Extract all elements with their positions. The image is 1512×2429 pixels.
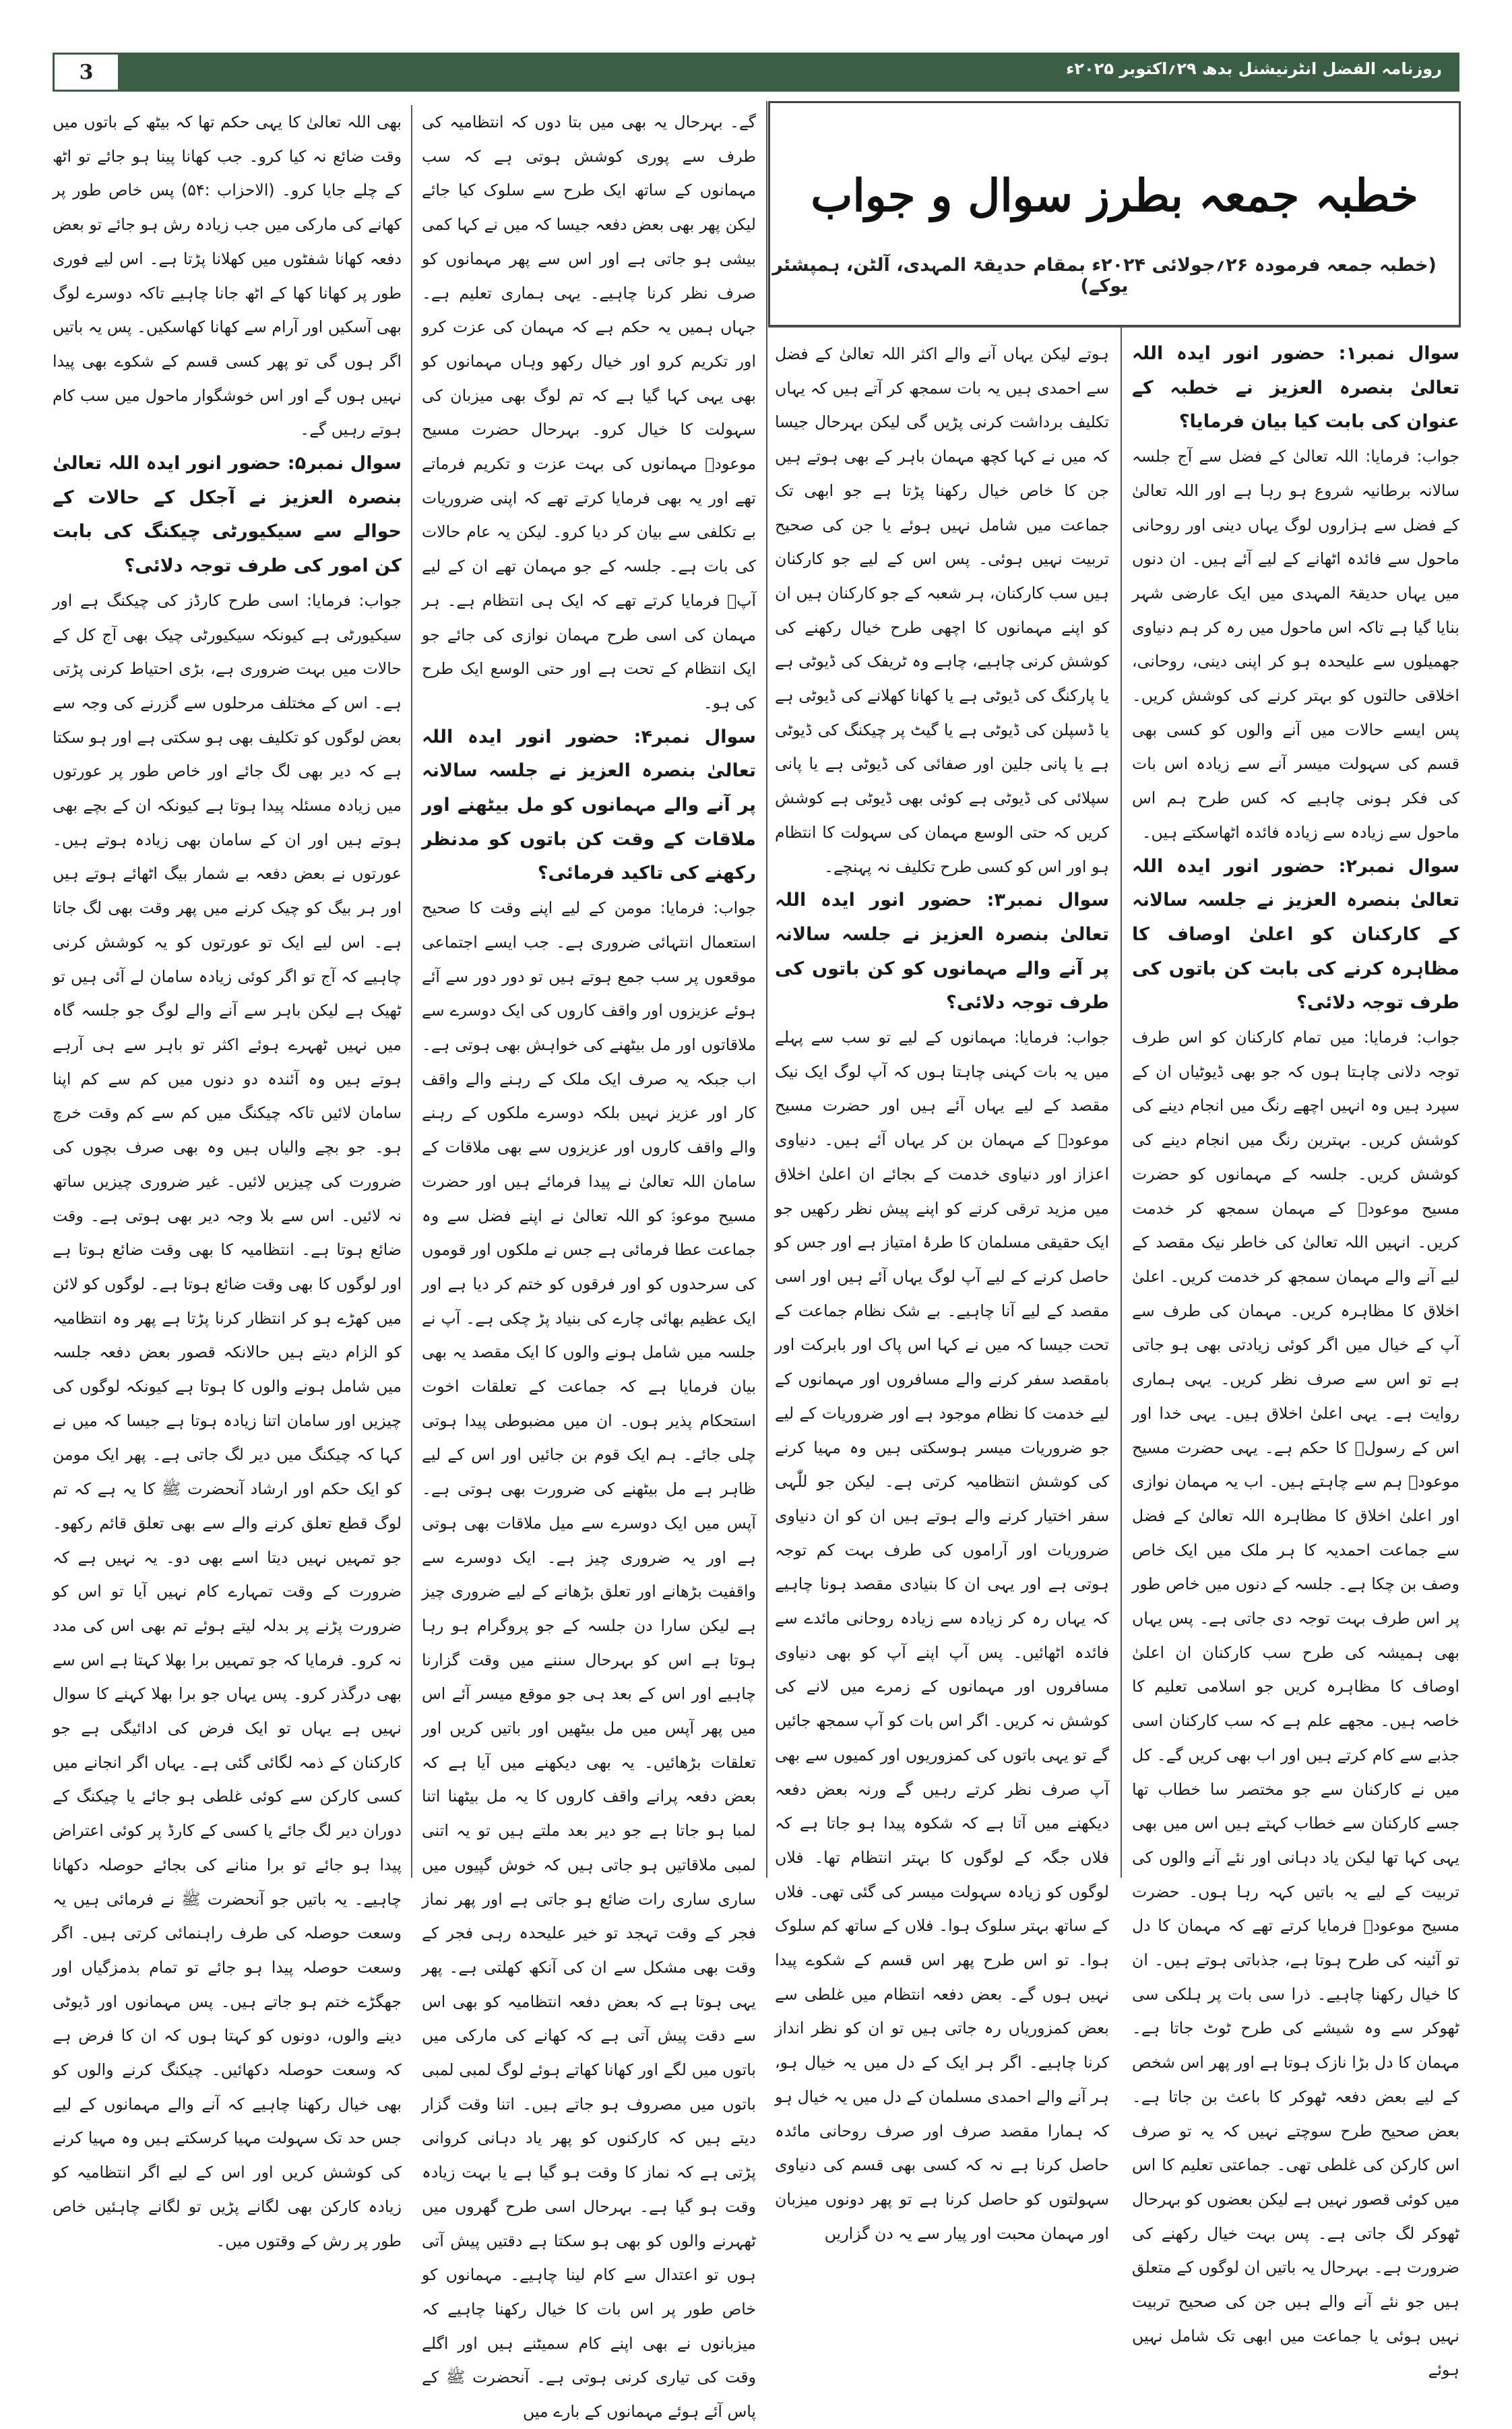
answer-2-continued: ہوتے لیکن یہاں آنے والے اکثر اللہ تعالیٰ کے فضل سے احمدی ہیں یہ بات سمجھ کر آتے ہیں کہ یہاں تکلیف برداشت کرنی پڑیں گی لیکن بہرحال جیسا کہ میں نے کہا کچھ مہمان باہر کے بھی ہوتے ہیں جن کا خاص خیال رکھنا پڑتا ہے جو ابھی تک جماعت میں شامل نہیں ہوئے یا جن کی صحیح تربیت نہیں ہوئی۔ پس اس کے لیے جو کارکنان ہیں سب کارکنان، ہر شعبہ کے جو کارکنان ہیں ان کو اپنے مہمانوں کا اچھی طرح خیال رکھنے کی کوشش کرنی چاہیے، چاہے وہ ٹریفک کی ڈیوٹی ہے یا پارکنگ کی ڈیوٹی ہے یا کھانا کھلانے کی ڈیوٹی ہے یا ڈسپلن کی ڈیوٹی ہے یا گیٹ پر چیکنگ کی ڈیوٹی ہے یا پانی جلین اور صفائی کی ڈیوٹی ہے یا پانی سپلائی کی ڈیوٹی ہے کوئی بھی ڈیوٹی ہے کوشش کریں کہ حتی الوسع مہمان کی سہولت کا انتظام ہو اور اس کو کسی طرح تکلیف نہ پہنچے۔ [775,344,1109,876]
question-5: سوال نمبر۵: حضور انور ایدہ اللہ تعالیٰ بنصرہ العزیز نے آجکل کے حالات کے حوالے سے سیکیورٹی چیکنگ کی بابت کن امور کی طرف توجہ دلائی؟ [53,453,402,577]
answer-3: جواب: فرمایا: مہمانوں کے لیے تو سب سے پہلے میں یہ بات کہنی چاہتا ہوں کہ آپ لوگ ایک نیک مقصد کے لیے یہاں آئے ہیں اور حضرت مسیح موعودؑ کے مہمان بن کر یہاں آئے ہیں۔ دنیاوی اعزاز اور دنیاوی خدمت کے بجائے ان اعلیٰ اخلاق میں مزید ترقی کرنے کو اپنے پیش نظر رکھیں جو ایک حقیقی مسلمان کا طرۂ امتیاز ہے اور جس کو حاصل کرنے کے لیے آپ لوگ یہاں آئے ہیں اور اسی مقصد کے لیے آنا چاہیے۔ بے شک نظام جماعت کے تحت جیسا کہ میں نے کہا اس پاک اور بابرکت اور بامقصد سفر کرنے والے مسافروں اور مہمانوں کے لیے خدمت کا نظام موجود ہے اور ضروریات کے لیے جو ضروریات میسر ہوسکتی ہیں وہ مہیا کرنے کی کوشش انتظامیہ کرتی ہے۔ لیکن جو للّٰہی سفر اختیار کرنے والے ہوتے ہیں ان کو ان دنیاوی ضروریات اور آراموں کی طرف بہت کم توجہ ہوتی ہے اور یہی ان کا بنیادی مقصد ہونا چاہیے کہ یہاں رہ کر زیادہ سے زیادہ روحانی مائدے سے فائدہ اٹھائیں۔ پس آپ اپنے آپ کو بھی دنیاوی مسافروں اور مہمانوں کے زمرے میں لانے کی کوشش نہ کریں۔ اگر اس بات کو آپ سمجھ جائیں گے تو یہی باتوں کی کمزوریوں اور کمیوں سے بھی آپ صرف نظر کرتے رہیں گے ورنہ بعض دفعہ دیکھنے میں آتا ہے کہ شکوہ پیدا ہو جاتا ہے کہ فلاں جگہ کے لوگوں کا بہتر انتظام تھا۔ فلاں لوگوں کو زیادہ سہولت میسر کی گئی تھی۔ فلاں کے ساتھ بہتر سلوک ہوا۔ فلاں کے ساتھ کم سلوک ہوا۔ تو اس طرح پھر اس قسم کے شکوے پیدا نہیں ہوں گے۔ بعض دفعہ انتظام میں غلطی سے بعض کمزوریاں رہ جاتی ہیں تو ان کو نظر انداز کرنا چاہیے۔ اگر ہر ایک کے دل میں یہ خیال ہو، ہر آنے والے احمدی مسلمان کے دل میں یہ خیال ہو کہ ہمارا مقصد صرف اور صرف روحانی مائدہ حاصل کرنا ہے نہ کہ کسی بھی قسم کی دنیاوی سہولتوں کو حاصل کرنا ہے تو پھر دونوں میزبان اور مہمان محبت اور پیار سے یہ دن گزاریں [775,1028,1109,2243]
answer-1: جواب: فرمایا: اللہ تعالیٰ کے فضل سے آج جلسہ سالانہ برطانیہ شروع ہو رہا ہے اور اللہ تعالیٰ کے فضل سے ہزاروں لوگ یہاں دینی اور روحانی ماحول سے فائدہ اٹھانے کے لیے آئے ہیں۔ ان دنوں میں یہاں حدیقۃ المہدی میں ایک عارضی شہر بنایا گیا ہے تاکہ اس ماحول میں رہ کر ہم دنیاوی جھمیلوں سے علیحدہ ہو کر اپنی دینی، روحانی، اخلاقی حالتوں کو بہتر کرنے کی کوشش کریں۔ پس ایسے حالات میں آنے والوں کو کسی بھی قسم کی سہولت میسر آنے سے زیادہ اس بات کی فکر ہونی چاہیے کہ کس طرح ہم اس ماحول سے زیادہ سے زیادہ فائدہ اٹھاسکتے ہیں۔ [1132,447,1459,842]
answer-4-continued: بھی اللہ تعالیٰ کا یہی حکم تھا کہ بیٹھ کے باتوں میں وقت ضائع نہ کیا کرو۔ جب کھانا پینا ہو جائے تو اٹھ کے چلے جایا کرو۔ (الاحزاب :۵۴) پس خاص طور پر کھانے کی مارکی میں جب زیادہ رش ہو جائے تو بعض دفعہ کھانا شفٹوں میں کھلانا پڑتا ہے۔ اس لیے فوری طور پر کھانا کھا کے اٹھ جانا چاہیے تاکہ دوسرے لوگ بھی آسکیں اور آرام سے کھانا کھاسکیں۔ پس یہ باتیں اگر ہوں گی تو پھر کسی قسم کے شکوے بھی پیدا نہیں ہوں گے اور اس خوشگوار ماحول میں سب کام ہوتے رہیں گے۔ [53,113,402,439]
column-3 [422,105,756,2422]
title-box [768,101,1461,327]
article-subtitle: (خطبہ جمعہ فرمودہ ۲۶؍جولائی ۲۰۲۴ء بمقام حدیقۃ المہدی، آلٹن، ہمپشئر یوکے) [772,255,1437,297]
answer-3-continued: گے۔ بہرحال یہ بھی میں بتا دوں کہ انتظامیہ کی طرف سے پوری کوشش ہوتی ہے کہ سب مہمانوں کے ساتھ ایک طرح سے سلوک کیا جائے لیکن پھر بھی بعض دفعہ جیسا کہ میں نے کہا کمی بیشی ہو جاتی ہے اور اس سے پھر مہمانوں کو صرف نظر کرنا چاہیے۔ یہی ہماری تعلیم ہے۔ جہاں ہمیں یہ حکم ہے کہ مہمان کی عزت کرو اور تکریم کرو اور خیال رکھو وہاں مہمانوں کو بھی یہی کہا گیا ہے کہ تم لوگ بھی میزبان کی سہولت کا خیال کرو۔ بہرحال حضرت مسیح موعودؑ مہمانوں کی بہت عزت و تکریم فرماتے تھے اور یہ بھی فرمایا کرتے تھے کہ اپنی ضروریات بے تکلفی سے بیان کر دیا کرو۔ لیکن یہ عام حالات کی بات ہے۔ جلسہ کے جو مہمان تھے ان کے لیے آپؑ فرمایا کرتے تھے کہ ایک ہی انتظام ہے۔ ہر مہمان کی اسی طرح مہمان نوازی کی جائے جو ایک انتظام کے تحت ہے اور حتی الوسع ایک طرح کی ہو۔ [422,113,756,712]
question-1: سوال نمبر۱: حضور انور ایدہ اللہ تعالیٰ بنصرہ العزیز نے خطبہ کے عنوان کی بابت کیا بیان فرمایا؟ [1132,343,1459,433]
page-number: 3 [53,53,120,92]
column-rule [766,101,767,1878]
question-2: سوال نمبر۲: حضور انور ایدہ اللہ تعالیٰ بنصرہ العزیز نے جلسہ سالانہ کے کارکنان کو اعلیٰ اوصاف کا مظاہرہ کرنے کی بابت کن باتوں کی طرف توجہ دلائی؟ [1132,855,1459,1014]
column-1 [1132,337,1459,2380]
column-2 [775,337,1109,2243]
column-rule [1121,326,1122,1878]
answer-2: جواب: فرمایا: میں تمام کارکنان کو اس طرف توجہ دلانی چاہتا ہوں کہ جو بھی ڈیوٹیاں ان کے سپرد ہیں وہ انہیں اچھے رنگ میں انجام دینے کی کوشش کریں۔ بہترین رنگ میں انجام دینے کی کوشش کریں۔ جلسہ کے مہمانوں کو حضرت مسیح موعودؑ کے مہمان سمجھ کر خدمت کریں۔ انہیں اللہ تعالیٰ کی خاطر نیک مقصد کے لیے آنے والے مہمان سمجھ کر خدمت کریں۔ اعلیٰ اخلاق کا مظاہرہ کریں۔ مہمان کی طرف سے آپ کے خیال میں اگر کوئی زیادتی بھی ہو جاتی ہے تو اس سے صرف نظر کریں۔ یہی ہماری روایت ہے۔ یہی اعلیٰ اخلاق ہیں۔ یہی خدا اور اس کے رسولؐ کا حکم ہے۔ یہی حضرت مسیح موعودؑ ہم سے چاہتے ہیں۔ اب یہ مہمان نوازی اور اعلیٰ اخلاق کا مظاہرہ اللہ تعالیٰ کے فضل سے جماعت احمدیہ کا ہر ملک میں ایک خاص وصف بن چکا ہے۔ جلسہ کے دنوں میں خاص طور پر اس طرف بہت توجہ دی جاتی ہے۔ پس یہاں بھی ہمیشہ کی طرح سب کارکنان ان اعلیٰ اوصاف کا مظاہرہ کریں جو اسلامی تعلیم کا خاصہ ہیں۔ مجھے علم ہے کہ سب کارکنان اسی جذبے سے کام کرتے ہیں اور اب بھی کریں گے۔ کل میں نے کارکنان سے جو مختصر سا خطاب تھا جسے کارکنان سے خطاب کہتے ہیں اس میں بھی یہی کہا تھا لیکن یاد دہانی اور نئے آنے والوں کی تربیت کے لیے یہ باتیں کہہ رہا ہوں۔ حضرت مسیح موعودؑ فرمایا کرتے تھے کہ مہمان کا دل تو آئینہ کی طرح ہوتا ہے، جذباتی ہوتے ہیں۔ ان کا خیال رکھنا چاہیے۔ ذرا سی بات پر ہلکی سی ٹھوکر سے وہ شیشے کی طرح ٹوٹ جاتا ہے۔ مہمان کا دل بڑا نازک ہوتا ہے اور پھر اس شخص کے لیے بعض دفعہ ٹھوکر کا باعث بن جاتا ہے۔ بعض صحیح طرح سوچتے نہیں کہ یہ تو صرف اس کارکن کی غلطی تھی۔ جماعتی تعلیم کا اس میں کوئی قصور نہیں ہے لیکن بعضوں کو بہرحال ٹھوکر لگ جاتی ہے۔ پس بہت خیال رکھنے کی ضرورت ہے۔ بہرحال یہ باتیں ان لوگوں کے متعلق ہیں جو نئے آنے والے ہیں جن کی صحیح تربیت نہیں ہوئی یا جماعت میں ابھی تک شامل نہیں ہوئے [1132,1028,1459,2380]
title-box-rule [768,326,1461,328]
answer-5: جواب: فرمایا: اسی طرح کارڈز کی چیکنگ ہے اور سیکیورٹی ہے کیونکہ سیکیورٹی چیک بھی آج کل کے حالات میں بہت ضروری ہے، بڑی احتیاط کرنی پڑتی ہے۔ اس کے مختلف مرحلوں سے گزرنے کی وجہ سے بعض لوگوں کو تکلیف بھی ہو سکتی ہے اور ہو سکتا ہے کہ دیر بھی لگ جائے اور خاص طور پر عورتوں میں زیادہ مسئلہ پیدا ہوتا ہے کیونکہ ان کے بچے بھی ہوتے ہیں اور ان کے سامان بھی زیادہ ہوتے ہیں۔ عورتوں نے بعض دفعہ بے شمار بیگ اٹھائے ہوتے ہیں اور ہر بیگ کو چیک کرنے میں پھر وقت بھی لگ جاتا ہے۔ اس لیے ایک تو عورتوں کو یہ کوشش کرنی چاہیے کہ آج تو اگر کوئی زیادہ سامان لے آئی ہیں تو ٹھیک ہے لیکن باہر سے آنے والے لوگ جو جلسہ گاہ میں نہیں ٹھہرے ہوئے اکثر تو باہر سے ہی آرہے ہوتے ہیں وہ آئندہ دو دنوں میں کم سے کم اپنا سامان لائیں تاکہ چیکنگ میں کم سے کم وقت خرچ ہو۔ جو بچے والیاں ہیں وہ بھی صرف بچوں کی ضرورت کی چیزیں لائیں۔ غیر ضروری چیزیں ساتھ نہ لائیں۔ اس سے بلا وجہ دیر بھی ہوتی ہے۔ وقت ضائع ہوتا ہے۔ انتظامیہ کا بھی وقت ضائع ہوتا ہے اور لوگوں کا بھی وقت ضائع ہوتا ہے۔ لوگوں کو لائن میں کھڑے ہو کر انتظار کرنا پڑتا ہے پھر وہ انتظامیہ کو الزام دیتے ہیں حالانکہ قصور بعض دفعہ جلسہ میں شامل ہونے والوں کا ہوتا ہے کیونکہ لوگوں کی چیزیں اور سامان اتنا زیادہ ہوتا ہے جیسا کہ میں نے کہا کہ چیکنگ میں دیر لگ جاتی ہے۔ پھر ایک مومن کو ایک حکم اور ارشاد آنحضرت ﷺ کا یہ ہے کہ تم لوگ قطع تعلق کرنے والے سے بھی تعلق قائم رکھو۔ جو تمہیں نہیں دیتا اسے بھی دو۔ یہ نہیں ہے کہ ضرورت کے وقت تمہارے کام نہیں آیا تو اس کو ضرورت پڑنے پر بدلہ لیتے ہوئے تم بھی اس کی مدد نہ کرو۔ فرمایا کہ جو تمہیں برا بھلا کہتا ہے اس سے بھی درگذر کرو۔ پس یہاں جو برا بھلا کہنے کا سوال نہیں ہے یہاں تو ایک فرض کی ادائیگی ہے جو کارکنان کے ذمہ لگائی گئی ہے۔ یہاں اگر انجانے میں کسی کارکن سے کوئی غلطی ہو جائے یا چیکنگ کے دوران دیر لگ جائے یا کسی کے کارڈ پر کوئی اعتراض پیدا ہو جائے تو برا منانے کی بجائے حوصلہ دکھانا چاہیے۔ یہ باتیں جو آنحضرت ﷺ نے فرمائی ہیں یہ وسعت حوصلہ کی طرف راہنمائی کرتی ہیں۔ اگر وسعت حوصلہ پیدا ہو جائے تو تمام بدمزگیاں اور جھگڑے ختم ہو جاتے ہیں۔ پس مہمانوں اور ڈیوٹی دینے والوں، دونوں کو کہتا ہوں کہ ان کا فرض ہے کہ وسعت حوصلہ دکھائیں۔ چیکنگ کرنے والوں کو بھی خیال رکھنا چاہیے کہ آنے والے مہمانوں کے لیے جس حد تک سہولت مہیا کرسکتے ہیں وہ مہیا کرنے کی کوشش کریں اور اس کے لیے اگر انتظامیہ کو زیادہ کارکن بھی لگانے پڑیں تو لگانے چاہئیں خاص طور پر رش کے وقتوں میں۔ [53,590,402,2250]
article-title: خطبہ جمعہ بطرز سوال و جواب [811,169,1418,222]
question-4: سوال نمبر۴: حضور انور ایدہ اللہ تعالیٰ بنصرہ العزیز نے جلسہ سالانہ پر آنے والے مہمانوں کو مل بیٹھنے اور ملاقات کے وقت کن باتوں کو مدنظر رکھنے کی تاکید فرمائی؟ [422,726,756,884]
column-4 [53,105,402,2250]
question-3: سوال نمبر۳: حضور انور ایدہ اللہ تعالیٰ بنصرہ العزیز نے جلسہ سالانہ پر آنے والے مہمانوں کو کن باتوں کی طرف توجہ دلائی؟ [775,890,1109,1014]
answer-4: جواب: فرمایا: مومن کے لیے اپنے وقت کا صحیح استعمال انتہائی ضروری ہے۔ جب ایسے اجتماعی موقعوں پر سب جمع ہوتے ہیں تو دور دور سے آئے ہوئے عزیزوں اور واقف کاروں کی ایک دوسرے سے ملاقاتوں اور مل بیٹھنے کی خواہش بھی ہوتی ہے۔ اب جبکہ یہ صرف ایک ملک کے رہنے والے واقف کار اور عزیز نہیں بلکہ دوسرے ملکوں کے رہنے والے واقف کاروں اور عزیزوں سے بھی ملاقات کے سامان اللہ تعالیٰ نے پیدا فرمائے ہیں اور حضرت مسیح موعودؑ کو اللہ تعالیٰ نے اپنے فضل سے وہ جماعت عطا فرمائی ہے جس نے ملکوں اور قوموں کی سرحدوں کو اور فرقوں کو ختم کر دیا ہے اور ایک عظیم بھائی چارے کی بنیاد پڑ چکی ہے۔ آپ نے جلسہ میں شامل ہونے والوں کا ایک مقصد یہ بھی بیان فرمایا ہے کہ جماعت کے تعلقات اخوت استحکام پذیر ہوں۔ ان میں مضبوطی پیدا ہوتی چلی جائے۔ ہم ایک قوم بن جائیں اور اس کے لیے ظاہر ہے مل بیٹھنے کی ضرورت بھی ہوتی ہے۔ آپس میں ایک دوسرے سے میل ملاقات بھی ہوتی ہے اور یہ ضروری چیز ہے۔ ایک دوسرے سے واقفیت بڑھانے اور تعلق بڑھانے کے لیے ضروری چیز ہے لیکن سارا دن جلسہ کے جو پروگرام ہو رہا ہوتا ہے اس کو بہرحال سننے میں وقت گزارنا چاہیے اور اس کے بعد ہی جو موقع میسر آئے اس میں پھر آپس میں مل بیٹھیں اور باتیں کریں اور تعلقات بڑھائیں۔ یہ بھی دیکھنے میں آیا ہے کہ بعض دفعہ پرانے واقف کاروں کا یہ مل بیٹھنا اتنا لمبا ہو جاتا ہے جو دیر بعد ملتے ہیں تو یہ اتنی لمبی ملاقاتیں ہو جاتی ہیں کہ خوش گپیوں میں ساری ساری رات ضائع ہو جاتی ہے اور پھر نماز فجر کے وقت تہجد تو خیر علیحدہ رہی فجر کے وقت بھی مشکل سے ان کی آنکھ کھلتی ہے۔ پھر یہی ہوتا ہے کہ بعض دفعہ انتظامیہ کو بھی اس سے دقت پیش آتی ہے کہ کھانے کی مارکی میں باتوں میں لگے اور کھانا کھاتے ہوئے لوگ لمبی لمبی باتوں میں مصروف ہو جاتے ہیں۔ اتنا وقت گزار دیتے ہیں کہ کارکنوں کو پھر یاد دہانی کروانی پڑتی ہے کہ نماز کا وقت ہو گیا ہے یا بہت زیادہ وقت ہو گیا ہے۔ بہرحال اسی طرح گھروں میں ٹھہرنے والوں کو بھی ہو سکتا ہے دقتیں پیش آتی ہوں تو اعتدال سے کام لینا چاہیے۔ مہمانوں کو خاص طور پر اس بات کا خیال رکھنا چاہیے کہ میزبانوں نے بھی اپنے کام سمیٹنے ہیں اور اگلے وقت کی تیاری کرنی ہوتی ہے۔ آنحضرت ﷺ کے پاس آئے ہوئے مہمانوں کے بارے میں [422,898,756,2422]
column-rule [411,105,412,1878]
masthead-title: روزنامہ الفضل انٹرنیشنل بدھ ۲۹؍اکتوبر ۲۰۲۵ء [1066,59,1442,78]
